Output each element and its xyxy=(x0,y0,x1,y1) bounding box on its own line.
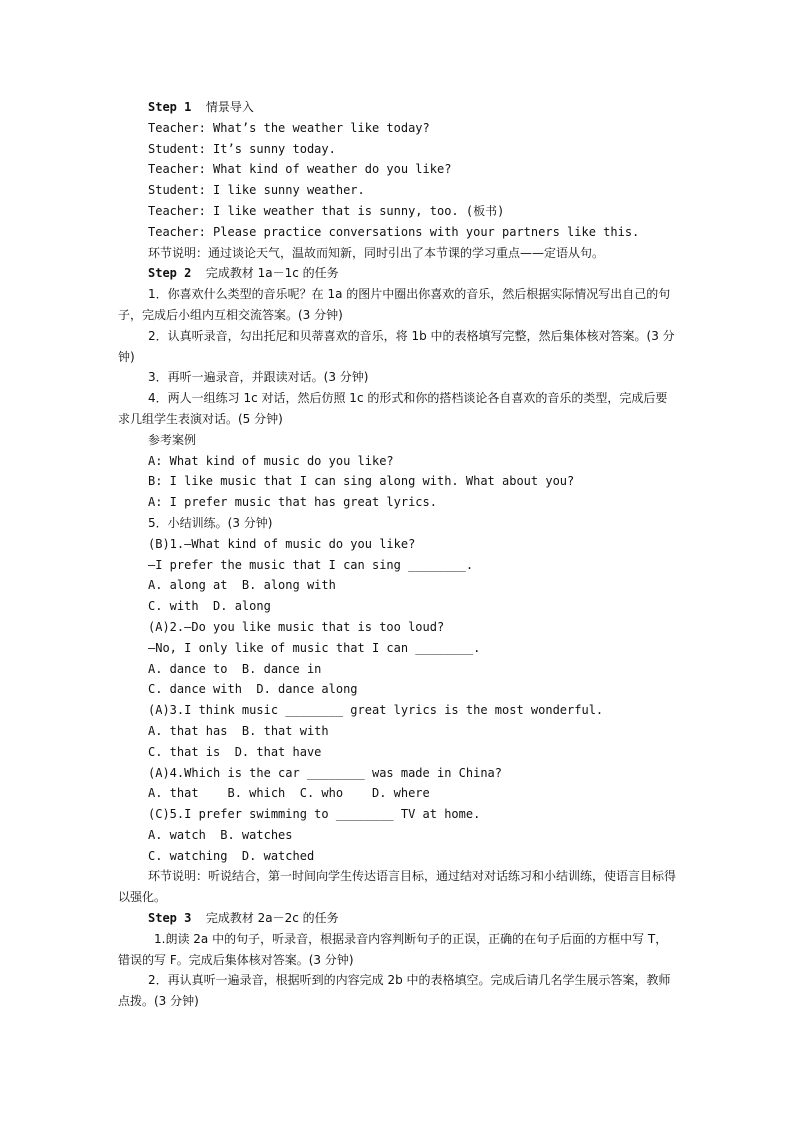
quiz-line: A. along at B. along with xyxy=(148,578,336,593)
task-paragraph: 2．认真听录音，勾出托尼和贝蒂喜欢的音乐，将 1b 中的表格填写完整，然后集体核对答案。(3 分钟) xyxy=(118,328,675,364)
task-paragraph: 3．再听一遍录音，并跟读对话。(3 分钟) xyxy=(148,370,369,385)
step1-note: 环节说明：通过谈论天气，温故而知新，同时引出了本节课的学习重点——定语从句。 xyxy=(148,245,605,260)
dialogue-line: Teacher: What kind of weather do you like? xyxy=(148,162,452,177)
lesson-plan-body xyxy=(118,97,678,1012)
dialogue-line: Student: It’s sunny today. xyxy=(148,141,336,156)
quiz-line: (C)5.I prefer swimming to ________ TV at home. xyxy=(148,807,481,822)
quiz-line: C. watching D. watched xyxy=(148,848,315,863)
quiz-heading: 5．小结训练。(3 分钟) xyxy=(148,515,273,530)
quiz-line: A. dance to B. dance in xyxy=(148,661,322,676)
quiz-line: (A)2.—Do you like music that is too loud? xyxy=(148,619,445,634)
step2-heading xyxy=(118,263,678,284)
quiz-line: (A)3.I think music ________ great lyrics is the most wonderful. xyxy=(148,703,604,718)
step2-note: 环节说明：听说结合，第一时间向学生传达语言目标，通过结对对话练习和小结训练，使语言目标得以强化。 xyxy=(118,869,677,905)
quiz-line: —I prefer the music that I can sing ________. xyxy=(148,557,474,572)
dialogue-line: Teacher: Please practice conversations with your partners like this. xyxy=(148,224,640,239)
quiz-line: A. that B. which C. who D. where xyxy=(148,786,430,801)
step3-heading xyxy=(118,908,678,929)
quiz-line: C. with D. along xyxy=(148,599,271,614)
step3-title: 完成教材 2a－2c 的任务 xyxy=(205,911,339,926)
step2-label: Step 2 xyxy=(148,266,192,281)
quiz-line: (A)4.Which is the car ________ was made in China? xyxy=(148,765,503,780)
quiz-line: C. that is D. that have xyxy=(148,744,322,759)
dialogue-line: Student: I like sunny weather. xyxy=(148,183,365,198)
quiz-line: (B)1.—What kind of music do you like? xyxy=(148,536,416,551)
step3-label: Step 3 xyxy=(148,911,192,926)
quiz-line: A. that has B. that with xyxy=(148,723,329,738)
task-paragraph: 4．两人一组练习 1c 对话，然后仿照 1c 的形式和你的搭档谈论各自喜欢的音乐的类型，完成后要求几组学生表演对话。(5 分钟) xyxy=(118,391,668,426)
example-line: A: I prefer music that has great lyrics. xyxy=(148,495,437,510)
step1-title: 情景导入 xyxy=(205,100,254,114)
quiz-line: A. watch B. watches xyxy=(148,827,293,842)
quiz-line: —No, I only like of music that I can ________. xyxy=(148,640,481,655)
step2-title: 完成教材 1a－1c 的任务 xyxy=(205,266,339,281)
example-heading: 参考案例 xyxy=(148,432,197,447)
example-line: B: I like music that I can sing along with. What about you? xyxy=(148,474,575,489)
task-paragraph: 1．你喜欢什么类型的音乐呢？在 1a 的图片中圈出你喜欢的音乐，然后根据实际情况写出自己的句子，完成后小组内互相交流答案。(3 分钟) xyxy=(118,287,671,322)
task-paragraph: 2．再认真听一遍录音，根据听到的内容完成 2b 中的表格填空。完成后请几名学生展示答案，教师点拨。(3 分钟) xyxy=(118,973,671,1009)
quiz-line: C. dance with D. dance along xyxy=(148,682,358,697)
task-paragraph: 1.朗读 2a 中的句子，听录音，根据录音内容判断句子的正误，正确的在句子后面的方框中写 T，错误的写 F。完成后集体核对答案。(3 分钟) xyxy=(118,931,668,967)
step1-label: Step 1 xyxy=(148,100,192,114)
example-line: A: What kind of music do you like? xyxy=(148,453,394,468)
dialogue-line: Teacher: I like weather that is sunny, too. (板书) xyxy=(148,203,505,218)
step1-heading xyxy=(118,97,678,118)
dialogue-line: Teacher: What’s the weather like today? xyxy=(148,120,430,135)
